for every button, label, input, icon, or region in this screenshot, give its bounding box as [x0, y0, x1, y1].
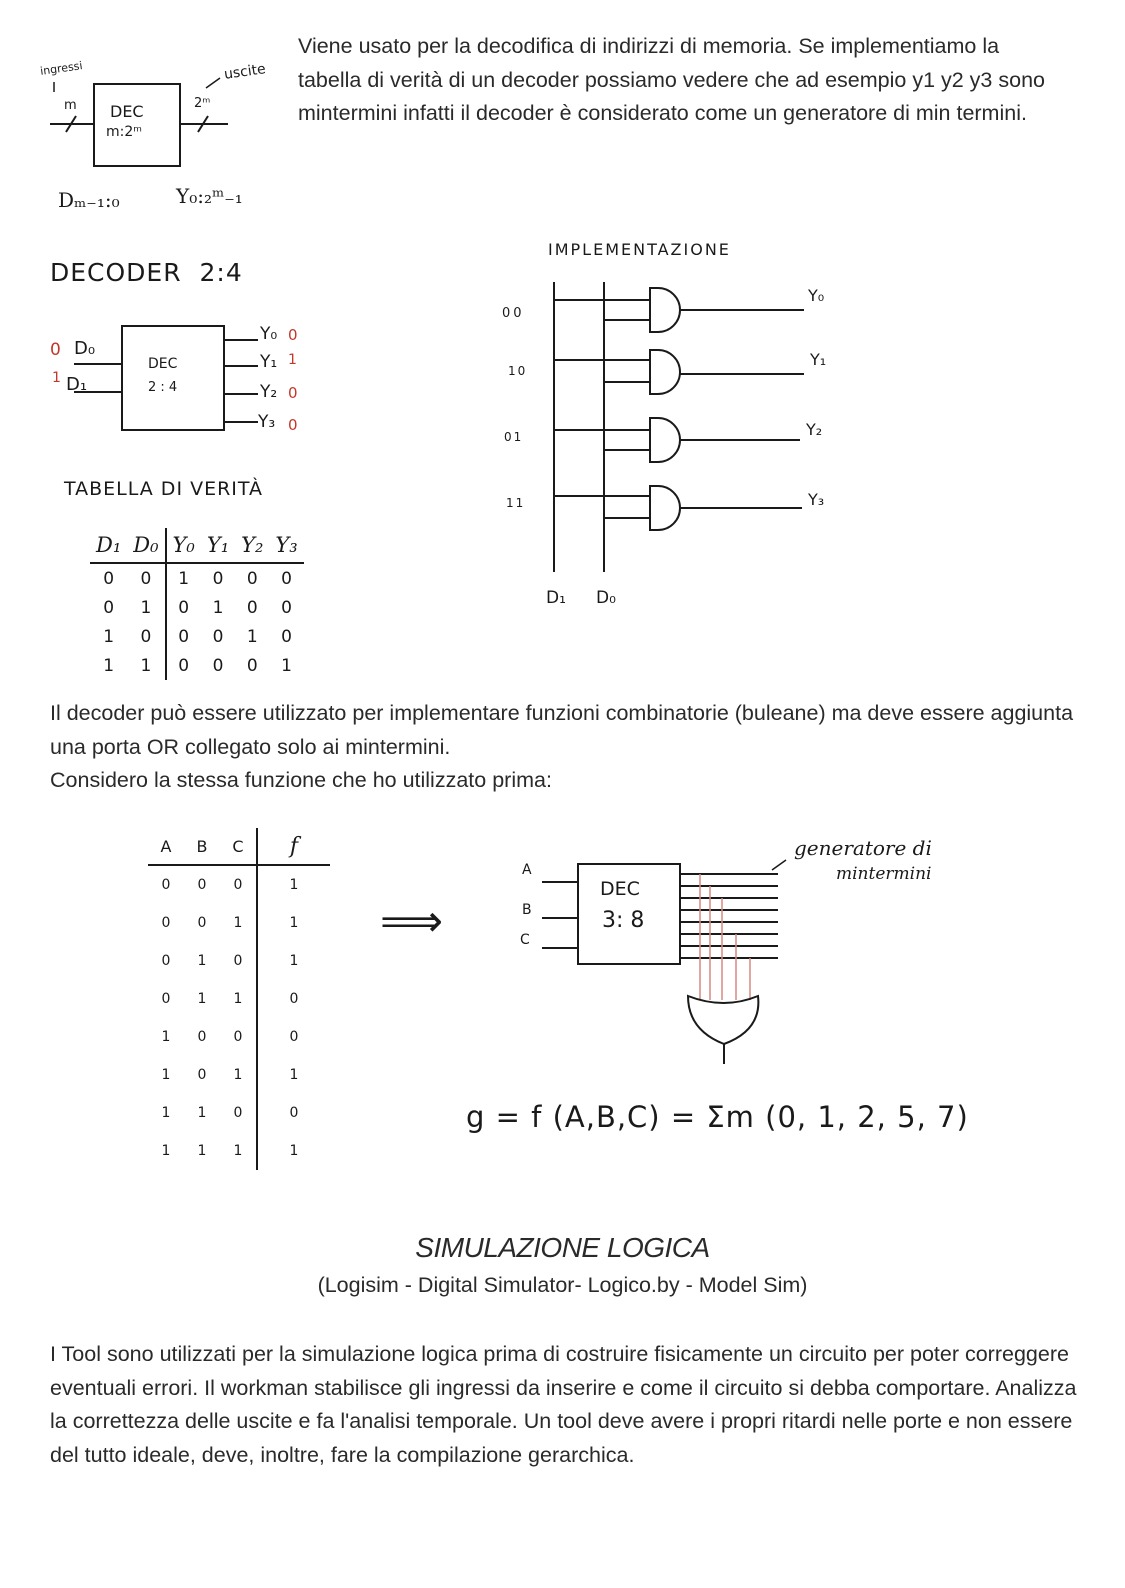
table-cell: 0 [281, 568, 292, 589]
impl-output-y2: Y₂ [806, 420, 823, 439]
generic-m-label: m [64, 98, 77, 113]
ft-header-a: A [148, 828, 184, 865]
impl-output-y3: Y₃ [808, 490, 825, 509]
ft-header-c: C [220, 828, 257, 865]
table-row [148, 1094, 330, 1132]
generic-box-line1: DEC [110, 102, 144, 121]
table-cell: 1 [246, 626, 258, 647]
table-cell: 1 [220, 1056, 257, 1094]
table-cell: 0 [197, 1067, 207, 1083]
decoder24-d0-name: D₀ [74, 338, 96, 359]
generic-y-range: Y₀:₂ᵐ₋₁ [176, 184, 243, 208]
decoder24-y1-name: Y₁ [260, 352, 278, 372]
decoder38-box-line1: DEC [600, 878, 640, 900]
table-row [148, 980, 330, 1018]
simulation-paragraph: I Tool sono utilizzati per la simulazione logica prima di costruire fisicamente un circuito per poter correggere eventuali errori. Il workman stabilisce gli ingressi da inserire e come il circuito si debba comportare. Analizza la correttezza delle uscite e fa l'analisi temporale. Un tool deve avere i propri ritardi nelle porte e non essere del tutto ideale, deve, inoltre, fare la compilazione gerarchica. [50, 1342, 1077, 1467]
impl-output-y0: Y₀ [808, 286, 825, 305]
decoder38-input-c-label: C [520, 932, 530, 948]
simulation-subtitle: (Logisim - Digital Simulator- Logico.by - Model Sim) [317, 1273, 808, 1297]
table-cell: 0 [127, 622, 165, 651]
decoder24-y3-value: 0 [288, 416, 298, 434]
decoder24-y2-name: Y₂ [260, 382, 278, 402]
table-cell: 0 [161, 915, 171, 931]
decoder24-d1-name: D₁ [66, 374, 88, 395]
and-gate-3 [650, 486, 680, 530]
table-cell: 0 [161, 877, 171, 893]
table-cell: 0 [178, 626, 190, 647]
table-cell: 0 [289, 1029, 299, 1045]
decoder24-y2-value: 0 [288, 384, 298, 402]
tt-header-y3: Y₃ [269, 528, 303, 563]
table-cell: 1 [212, 597, 224, 618]
table-cell: 0 [178, 655, 190, 676]
generic-decoder-figure [36, 56, 286, 216]
function-table [148, 828, 330, 1170]
table-cell: 1 [281, 655, 292, 676]
table-cell: 0 [281, 597, 292, 618]
decoder24-d1-value: 1 [52, 370, 61, 386]
table-cell: 0 [281, 626, 292, 647]
table-cell: 1 [197, 1143, 207, 1159]
table-cell: 1 [220, 904, 257, 942]
tt-header-d0: D₀ [127, 528, 165, 563]
table-cell: 0 [178, 597, 190, 618]
table-cell: 1 [220, 1132, 257, 1170]
table-cell: 0 [103, 597, 115, 618]
table-cell: 0 [246, 597, 258, 618]
table-cell: 0 [220, 1018, 257, 1056]
table-cell: 1 [289, 953, 299, 969]
decoder24-d0-value: 0 [50, 340, 61, 360]
generic-box-line2: m:2ᵐ [106, 124, 142, 140]
table-cell: 0 [212, 568, 224, 589]
table-row [148, 1132, 330, 1170]
simulation-title: SIMULAZIONE LOGICA [415, 1232, 710, 1263]
table-cell: 0 [197, 877, 207, 893]
implementation-title: IMPLEMENTAZIONE [548, 240, 731, 259]
table-cell: 0 [197, 1029, 207, 1045]
table-cell: 1 [289, 1067, 299, 1083]
table-cell: 0 [197, 915, 207, 931]
table-cell: 0 [212, 655, 224, 676]
truth-table-title: TABELLA DI VERITÀ [64, 478, 264, 500]
tt-header-y0: Y₀ [166, 528, 201, 563]
decoder24-y0-name: Y₀ [260, 324, 278, 344]
table-cell: 0 [246, 568, 258, 589]
table-cell: 1 [178, 568, 190, 589]
truth-table-header-row [90, 528, 304, 563]
table-cell: 1 [197, 1105, 207, 1121]
tt-header-y2: Y₂ [235, 528, 269, 563]
function-table-header-row [148, 828, 330, 865]
and-gate-2 [650, 418, 680, 462]
table-row [90, 593, 304, 622]
generic-n-label: 2ᵐ [194, 96, 211, 111]
same-function-paragraph: Considero la stessa funzione che ho utilizzato prima: [50, 768, 552, 792]
implementation-figure [490, 270, 850, 620]
decoder24-box-line2: 2 : 4 [148, 380, 178, 395]
impl-row-label-0: 00 [502, 306, 525, 321]
table-row [148, 904, 330, 942]
generic-d-range: Dₘ₋₁:₀ [58, 188, 120, 212]
decoder38-input-b-label: B [522, 902, 532, 918]
table-cell: 0 [212, 626, 224, 647]
table-cell: 0 [103, 568, 115, 589]
table-cell: 0 [220, 865, 257, 904]
table-cell: 1 [197, 953, 207, 969]
table-cell: 1 [289, 1143, 299, 1159]
table-cell: 1 [127, 651, 165, 680]
table-row [90, 563, 304, 593]
decoder24-box-line1: DEC [148, 356, 178, 372]
minterm-equation: g = f (A,B,C) = Σm (0, 1, 2, 5, 7) [466, 1100, 969, 1134]
decoder24-title: DECODER 2:4 [50, 258, 243, 287]
table-cell: 1 [161, 1105, 171, 1121]
table-cell: 1 [220, 980, 257, 1018]
generic-inputs-label: ingressi [39, 59, 84, 78]
impl-bus-label-d0: D₀ [596, 588, 616, 608]
minterm-annotation-arrow [772, 860, 786, 870]
and-gate-0 [650, 288, 680, 332]
table-cell: 1 [289, 877, 299, 893]
table-cell: 1 [161, 1029, 171, 1045]
table-cell: 1 [103, 626, 115, 647]
table-row [90, 622, 304, 651]
decoder38-input-a-label: A [522, 862, 532, 878]
table-cell: 0 [220, 1094, 257, 1132]
decoder38-box-line2: 3: 8 [602, 908, 645, 933]
table-row [148, 1018, 330, 1056]
impl-row-label-2: 01 [504, 430, 524, 444]
generic-outputs-arrow [206, 78, 220, 88]
ft-header-b: B [184, 828, 220, 865]
implies-arrow: ⟹ [380, 896, 444, 947]
truth-table [90, 528, 304, 680]
table-row [90, 651, 304, 680]
table-cell: 1 [103, 655, 115, 676]
impl-bus-label-d1: D₁ [546, 588, 566, 608]
tt-header-y1: Y₁ [201, 528, 235, 563]
table-row [148, 942, 330, 980]
minterm-annotation-line2: mintermini [836, 864, 932, 884]
impl-row-label-3: 11 [506, 496, 526, 510]
ft-header-f: f [257, 828, 330, 865]
minterm-annotation-line1: generatore di [794, 836, 932, 860]
decoder38-figure [510, 830, 990, 1070]
table-cell: 1 [161, 1143, 171, 1159]
and-gate-1 [650, 350, 680, 394]
table-cell: 1 [127, 593, 165, 622]
table-cell: 1 [197, 991, 207, 1007]
decoder-functions-paragraph: Il decoder può essere utilizzato per implementare funzioni combinatorie (buleane) ma deve essere aggiunta una porta OR collegato solo ai mintermini. [50, 701, 1074, 759]
decoder24-y1-value: 1 [288, 352, 297, 368]
tt-header-d1: D₁ [90, 528, 127, 563]
table-cell: 0 [161, 991, 171, 1007]
table-cell: 0 [289, 991, 299, 1007]
table-cell: 0 [127, 563, 165, 593]
table-cell: 0 [289, 1105, 299, 1121]
generic-outputs-label: uscite [223, 61, 267, 83]
or-gate [688, 996, 758, 1044]
table-row [148, 1056, 330, 1094]
impl-output-y1: Y₁ [810, 350, 827, 369]
table-cell: 0 [161, 953, 171, 969]
table-row [148, 865, 330, 904]
table-cell: 1 [161, 1067, 171, 1083]
table-cell: 0 [220, 942, 257, 980]
implementation-drawing [490, 270, 850, 620]
intro-paragraph: Viene usato per la decodifica di indirizzi di memoria. Se implementiamo la tabella di verità di un decoder possiamo vedere che ad esempio y1 y2 y3 sono mintermini infatti il decoder è considerato come un generatore di min termini. [298, 34, 1045, 125]
table-cell: 1 [289, 915, 299, 931]
decoder24-figure [44, 318, 314, 448]
decoder24-y0-value: 0 [288, 326, 298, 344]
decoder24-y3-name: Y₃ [258, 412, 276, 432]
table-cell: 0 [246, 655, 258, 676]
decoder24-box [122, 326, 224, 430]
impl-row-label-1: 10 [508, 364, 528, 378]
